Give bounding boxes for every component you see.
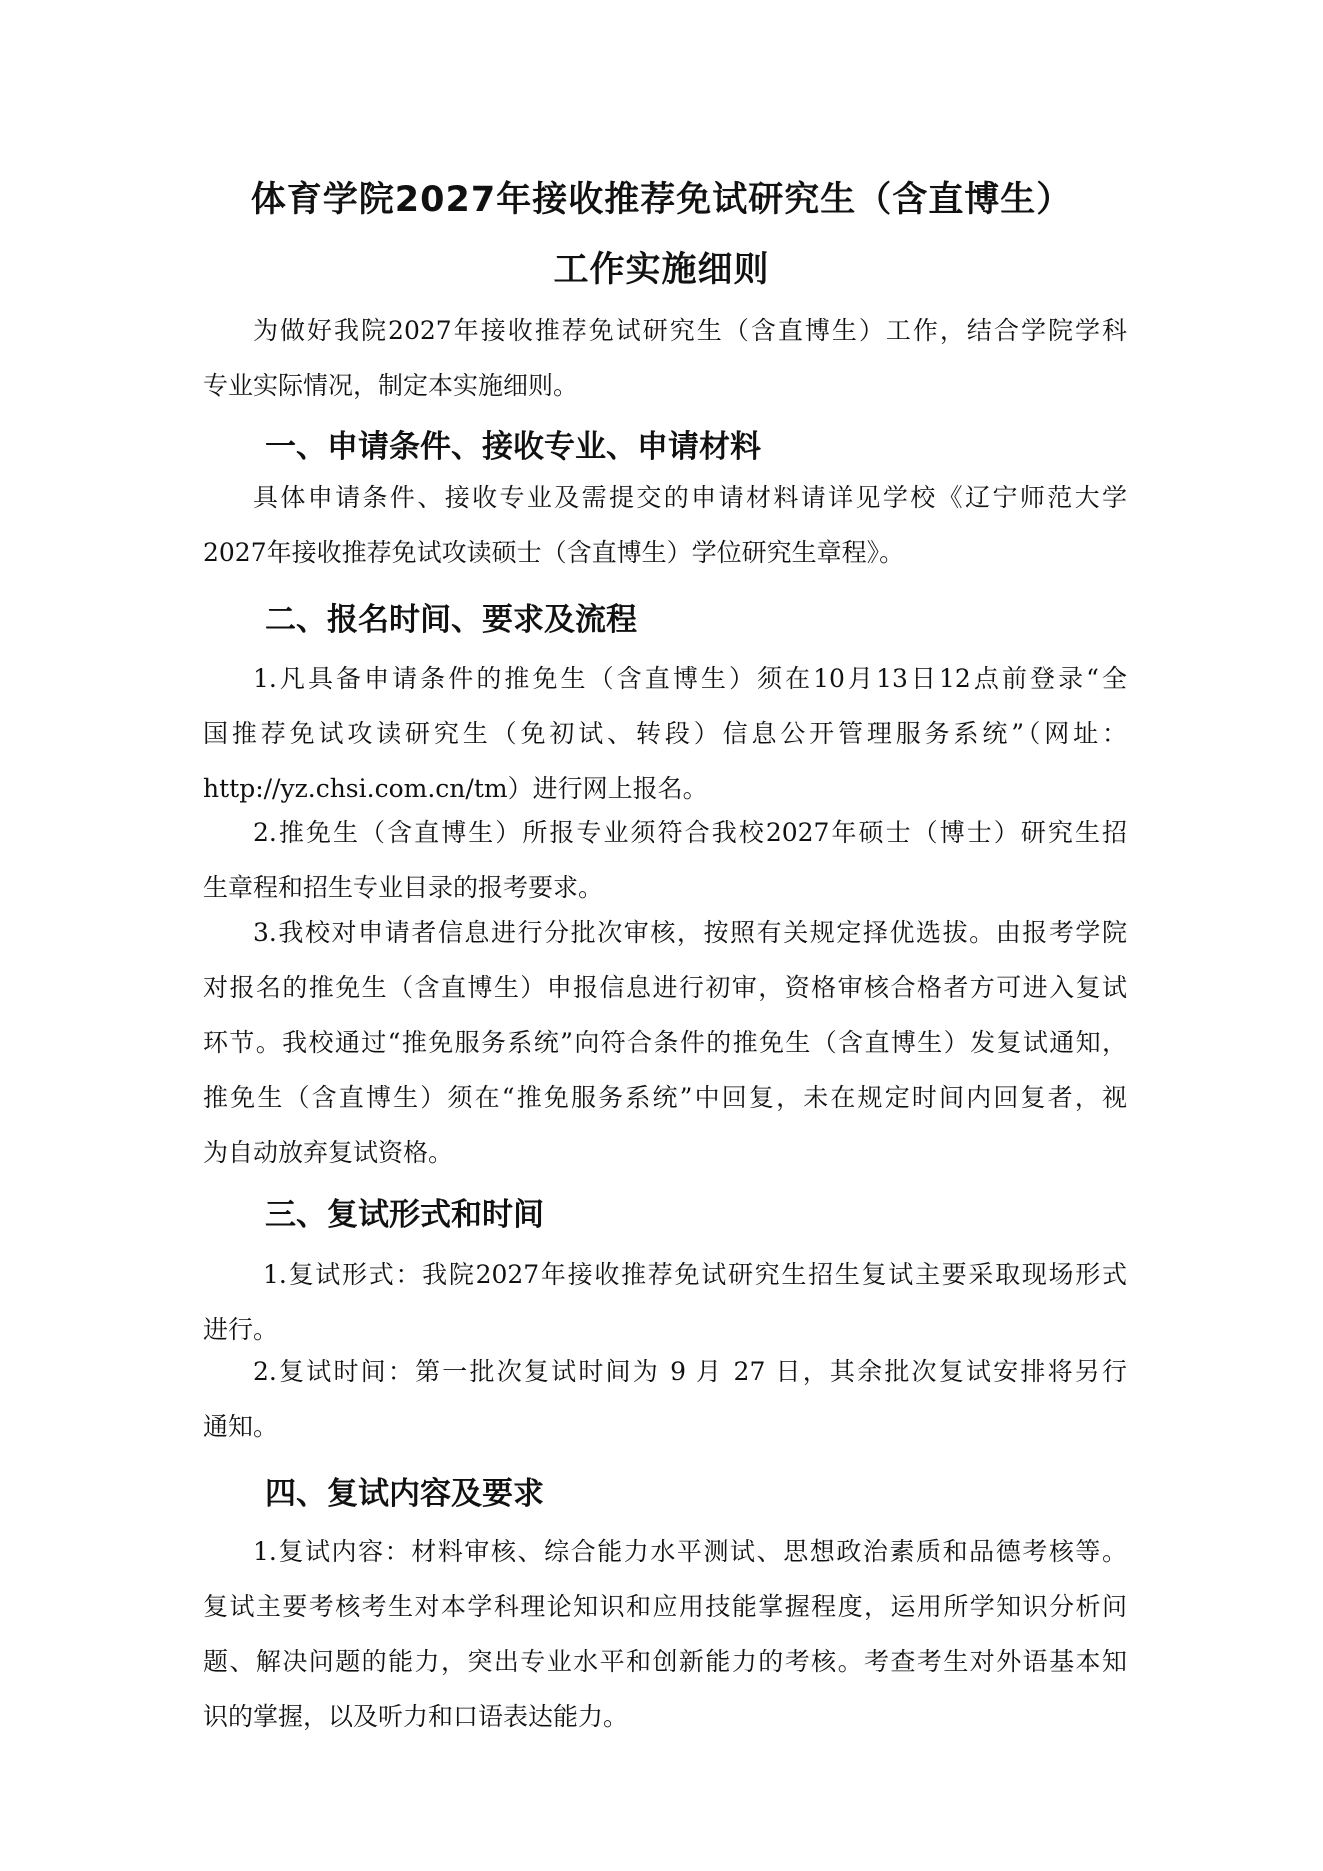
section3-item1 [203, 1247, 1127, 1357]
section4-item1-line-1: 1.复试内容：材料审核、综合能力水平测试、思想政治素质和品德考核等。 [253, 1537, 1127, 1566]
section4-item1 [203, 1524, 1127, 1744]
section3-item2-line-2: 通知。 [203, 1412, 279, 1441]
section2-item2-line-2: 生章程和招生专业目录的报考要求。 [203, 873, 604, 902]
section2-item3-line-3: 环节。我校通过“推免服务系统”向符合条件的推免生（含直博生）发复试通知， [203, 1028, 1127, 1057]
section2-heading: 二、报名时间、要求及流程 [265, 602, 637, 638]
section4-heading: 四、复试内容及要求 [265, 1476, 544, 1512]
section3-item2 [203, 1344, 1127, 1454]
intro-line-1: 为做好我院2027年接收推荐免试研究生（含直博生）工作，结合学院学科 [253, 316, 1127, 345]
section2-item1 [203, 651, 1127, 816]
section2-item2 [203, 805, 1127, 915]
section3-item1-line-2: 进行。 [203, 1315, 279, 1344]
intro-line-2: 专业实际情况，制定本实施细则。 [203, 371, 579, 400]
intro-paragraph [203, 303, 1127, 413]
section1-line-2: 2027年接收推荐免试攻读硕士（含直博生）学位研究生章程》。 [203, 538, 905, 567]
section2-item2-line-1: 2.推免生（含直博生）所报专业须符合我校2027年硕士（博士）研究生招 [253, 818, 1127, 847]
section4-item1-line-2: 复试主要考核考生对本学科理论知识和应用技能掌握程度，运用所学知识分析问 [203, 1592, 1127, 1621]
section3-item1-line-1: 1.复试形式：我院2027年接收推荐免试研究生招生复试主要采取现场形式 [263, 1260, 1127, 1289]
section2-item3-line-5: 为自动放弃复试资格。 [203, 1138, 454, 1167]
section2-item1-line-1: 1.凡具备申请条件的推免生（含直博生）须在10月13日12点前登录“全 [253, 664, 1127, 693]
document-title-line1: 体育学院2027年接收推荐免试研究生（含直博生） [250, 180, 1073, 220]
section2-item1-line-3: http://yz.chsi.com.cn/tm）进行网上报名。 [203, 774, 708, 803]
section2-item3-line-4: 推免生（含直博生）须在“推免服务系统”中回复，未在规定时间内回复者，视 [203, 1083, 1127, 1112]
section3-item2-line-1: 2.复试时间：第一批次复试时间为 9 月 27 日，其余批次复试安排将另行 [253, 1357, 1127, 1386]
section3-heading: 三、复试形式和时间 [265, 1197, 544, 1233]
section2-item1-line-2: 国推荐免试攻读研究生（免初试、转段）信息公开管理服务系统”（网址： [203, 719, 1127, 748]
section1-paragraph [203, 470, 1127, 580]
section4-item1-line-4: 识的掌握，以及听力和口语表达能力。 [203, 1702, 629, 1731]
section2-item3-line-2: 对报名的推免生（含直博生）申报信息进行初审，资格审核合格者方可进入复试 [203, 973, 1127, 1002]
document-title-line2: 工作实施细则 [553, 250, 770, 290]
section1-heading: 一、申请条件、接收专业、申请材料 [265, 429, 761, 465]
section2-item3-line-1: 3.我校对申请者信息进行分批次审核，按照有关规定择优选拔。由报考学院 [253, 918, 1127, 947]
section1-line-1: 具体申请条件、接收专业及需提交的申请材料请详见学校《辽宁师范大学 [253, 483, 1127, 512]
section4-item1-line-3: 题、解决问题的能力，突出专业水平和创新能力的考核。考查考生对外语基本知 [203, 1647, 1127, 1676]
section2-item3 [203, 905, 1127, 1180]
